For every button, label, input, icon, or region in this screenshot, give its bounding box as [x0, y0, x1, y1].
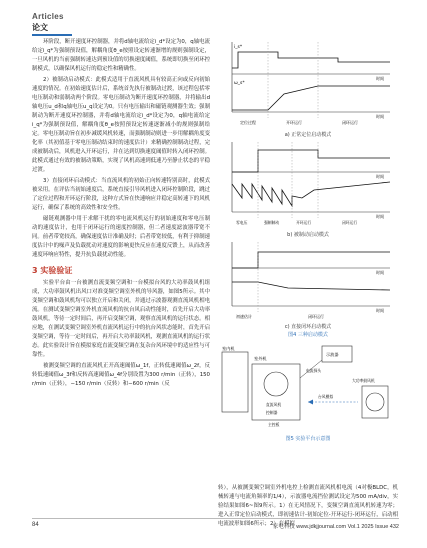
stage-label: 强制制动	[264, 220, 280, 225]
right-column	[218, 38, 398, 442]
stage-label: 开环运行	[296, 220, 312, 225]
controller-label: 控制器	[266, 410, 278, 415]
figure-5-diagram	[218, 342, 398, 434]
t-axis-label: 时间	[376, 76, 384, 81]
stage-label: 初速估计	[236, 314, 252, 319]
figure-b	[218, 138, 398, 238]
figure-4-caption: 图4 三种启动模式	[288, 332, 328, 338]
fan-icon	[264, 372, 288, 396]
t-axis-label: 时间	[376, 270, 384, 275]
current-probe-label: 电流探头	[306, 368, 322, 373]
page-number: 84	[32, 522, 39, 528]
oscilloscope-label: 示波器	[326, 352, 339, 357]
section-label-en: Articles	[32, 12, 64, 21]
section-header	[32, 12, 64, 33]
figure-b-caption: b) 被制动启动模式	[287, 232, 329, 238]
y-label-1: i_s*	[234, 45, 243, 50]
header-rule	[32, 34, 72, 36]
t-axis-label: 时间	[376, 214, 384, 219]
stage-label: 闭环运行	[342, 220, 358, 225]
figure-c	[218, 238, 398, 338]
stage-label: 闭环运行	[308, 314, 324, 319]
figure-a	[218, 38, 398, 138]
figure-5-caption: 图5 实验平台示意图	[285, 436, 331, 442]
indoor-unit-label: 室内机	[222, 346, 235, 351]
blower-label: 大功率鼓风机	[352, 378, 375, 383]
main-board-label: 主控板	[268, 422, 280, 427]
stage-label: 零电压	[236, 220, 248, 225]
t-axis-label: 时间	[376, 174, 384, 179]
figure-a-plot	[218, 38, 398, 130]
paragraph: 3）直接闭环启动模式：当直流风机的初始正向转速特别高时，此模式被采用。在评估当初始速度后，系统直接引导风机进入闭环控制阶段，跳过了定位过程和开环运行阶段，这种方式旨在快速响应并稳定高转速下的风机运行，确保了系统的高效性和安全性。	[32, 178, 210, 211]
section-label-cn: 论文	[32, 23, 48, 32]
stage-label: 定位过程	[240, 120, 256, 125]
figure-c-plot	[218, 238, 398, 322]
fan-motor-label: 直流风机	[266, 402, 282, 407]
paragraph: 磁链观测器中用于求解干扰的零电流风机运行的初始速度和零电压制动的速度估计，也用于闭环运行的速度控制器，但二者速度滤波器带宽不同。前者带宽较高，确保速度估计准确及时；后者带宽较低，有利于抑制速度估计中的噪声及负载扰动对速度的影响更快反应在速度反馈上，从而改善速度环响应特性，提升抗负载扰动性能。	[32, 216, 210, 258]
indoor-unit-box	[222, 352, 248, 412]
typhoon-label: 台风模拟	[318, 394, 334, 399]
stage-label: 闭环运行	[342, 120, 358, 125]
outdoor-unit-label: 室外机	[254, 356, 267, 361]
paragraph: 环阶段，断开速度环控制器，并将d轴电流给定i_d*设定为0，q轴电流给定i_q*为强制预设值，解耦角度θ_e按照设定转速渐增的规则强制设定，一旦风机的当前强制转速达到预设值的切换速度阈值，系统即切换至闭环控制模式，以确保风机运行的稳定性和精确性。	[32, 39, 210, 72]
section-title: 3 实验验证	[32, 266, 73, 275]
figure-a-caption: a) 正常定位启动模式	[284, 132, 332, 138]
figure-c-caption: c) 直接闭环启动模式	[284, 324, 332, 330]
journal-info: 家电科技 www.jdkjjournal.com Vol.1 2025 Issue 432	[272, 524, 399, 530]
t-axis-label: 时间	[376, 114, 384, 119]
y-label-2: ω_s*	[234, 81, 245, 86]
blower-fan-icon	[366, 393, 384, 411]
paragraph: 实验平台由一台被测直流变频空调和一台模拟台风的大功率鼓风机组成，大功率鼓风机出风口对准变频空调室外机的导风器，如图5所示。其中变频空调和鼓风机均可以独立开启和关闭，并通过示波器观测直流风机相电流。在测试变频空调室外机直流风机的抗台风启动性能时，首先开启大功率鼓风机，等待一定时间后，再开启变频空调，观察直流风机的运行状态。相应地，在测试变频空调室外机直流风机运行中的抗台风状态能时，首先开启变频空调，等待一定时间后，再开启大功率鼓风机，观测直流风机的运行状态。此实验设计旨在模拟家庭直流变频空调在复杂台风环境中的适应性与可靠性。	[32, 280, 210, 358]
footer-rule	[32, 518, 399, 519]
t-axis-label: 时间	[376, 308, 384, 313]
stage-label: 开环运行	[286, 120, 302, 125]
figure-5	[218, 342, 398, 442]
paragraph: 2）被制动启动模式：此模式适用于直流风机具有较高正向或反向初始速度的情况。在初始速度估计后，系统首先执行被制动过渡，该过程包括零电压制动和弱制动两个阶段。零电压制动为断开速度环控制器，并将输出d轴电压u_d和q轴电压u_q设定为0。只有电压输出和磁链观测器生效；强制制动为断开速度环控制器，并将d轴电流给定i_d*设定为0，q轴电流给定i_q*为强制预设值，解耦角度θ_e按照预设定转速逐渐减小的规则强制给定。零电压制动旨在初步减缓风机转速，而强制制动则进一步用解耦角度变化率（其初值基于零电压制动结束时的速度估计）来精确控制制动过程，完成被制动后，风机进入开环运行，并在达到切换速度阈值时转入闭环控制。此模式通过有效的被制动策略，实现了风机高速到低速乃至静止状态的平稳过渡。	[32, 77, 210, 173]
figure-b-plot	[218, 138, 398, 230]
paragraph: 转），从被测变频空调室外机电控上检测直流风机相电流（4对极BLDC，机械转速与电流角频率的1/4），示波器电流挡位测试设定为500 mA/div，实验结果如图6~图9所示。1）在无风情况下，变频空调直流风机转速为零；进入正常定位启动模式，即初速估计-初始定位-开环运行-闭环运行，启动相电流波形如图6所示；2）在模拟	[218, 485, 398, 527]
paragraph: 被测变频空调的直流风机正开高速阈值ω_1f，正转低速阈值ω_2f，反转低速阈值ω_3f和反转高速阈值ω_4f分别设置为300 r/min（正转），150 r/min（正转），−150 r/min（反转）和−600 r/min（反	[32, 363, 210, 387]
left-column	[32, 38, 210, 391]
